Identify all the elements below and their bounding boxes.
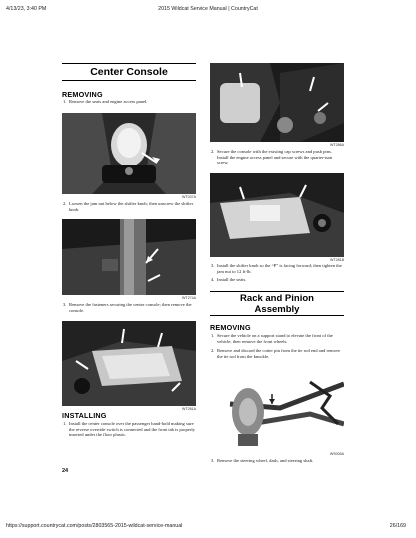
title-line: Assembly — [254, 303, 300, 315]
manual-page — [62, 58, 344, 478]
step-number: 3. — [63, 302, 67, 307]
step-number: 3. — [211, 263, 215, 268]
step-number: 1. — [211, 333, 215, 338]
step-support-stand — [210, 333, 344, 344]
step-text: Install the center console over the passenger hand-hold making sure the reverse override switch is connected and the front tab is properly inserted under the floor plastic. — [69, 421, 195, 438]
step-remove-steering-wheel — [210, 458, 344, 464]
step-install-seats — [210, 277, 344, 283]
removing-heading: REMOVING — [62, 90, 103, 99]
section-title-center-console: Center Console — [62, 63, 196, 81]
photo-shifter-installed — [210, 173, 344, 257]
step-text: Install the shifter knob so the “P” is facing forward; then tighten the jam nut to 12 ft-lb. — [217, 263, 342, 274]
print-url: https://support.countrycat.com/posts/2803565-2015-wildcat-service-manual — [6, 523, 183, 529]
photo-tie-rod — [210, 364, 344, 451]
step-install-console — [62, 421, 196, 438]
figure-label: WT281B — [330, 258, 344, 262]
photo-console-top — [62, 113, 196, 194]
photo-console-screws — [210, 63, 344, 142]
step-remove-cotter-pin — [210, 348, 344, 359]
step-remove-fasteners — [62, 302, 196, 313]
installing-heading: INSTALLING — [62, 411, 107, 420]
step-text: Install the seats. — [217, 277, 247, 282]
step-text: Remove the seats and engine access panel. — [69, 99, 148, 104]
browser-print-header — [0, 6, 416, 16]
step-text: Remove the steering wheel, dash, and steering shaft. — [217, 458, 314, 463]
print-datetime: 4/13/23, 3:40 PM — [6, 6, 47, 12]
print-page-counter: 26/169 — [389, 523, 406, 529]
figure-label: WT274A — [182, 296, 196, 300]
figure-label: WS005A — [329, 452, 344, 456]
step-text: Secure the vehicle on a support stand to elevate the front of the vehicle; then remove the front wheels. — [217, 333, 333, 344]
step-install-shifter-knob — [210, 263, 344, 274]
step-number: 1. — [63, 421, 67, 426]
step-text: Secure the console with the existing cap screws and push pins. Install the engine access panel and secure with the quarter-turn screw. — [217, 149, 333, 166]
step-loosen-jam-nut — [62, 201, 196, 212]
browser-print-footer — [0, 523, 416, 533]
step-number: 3. — [211, 458, 215, 463]
step-text: Remove the fasteners securing the center console; then remove the console. — [69, 302, 192, 313]
figure-label: WT037A — [182, 195, 196, 199]
step-secure-console — [210, 149, 344, 166]
step-number: 4. — [211, 277, 215, 282]
step-number: 2. — [211, 149, 215, 154]
photo-shifter-knob — [62, 219, 196, 295]
figure-label: WT286A — [330, 143, 344, 147]
step-number: 1. — [63, 99, 67, 104]
figure-label: WT281A — [182, 407, 196, 411]
step-number: 2. — [211, 348, 215, 353]
print-tab-title: 2015 Wildcat Service Manual | CountryCat — [158, 6, 258, 12]
removing-heading: REMOVING — [210, 323, 251, 332]
step-text: Loosen the jam nut below the shifter knob; then unscrew the shifter knob. — [69, 201, 194, 212]
title-line: Rack and Pinion — [240, 293, 314, 304]
step-number: 2. — [63, 201, 67, 206]
step-text: Remove and discard the cotter pin from the tie rod end and remove the tie rod from the knuckle. — [217, 348, 341, 359]
photo-center-console — [62, 321, 196, 406]
section-title-rack-and-pinion — [210, 291, 344, 316]
page-number: 24 — [62, 468, 69, 474]
step-remove-seats — [62, 99, 196, 105]
